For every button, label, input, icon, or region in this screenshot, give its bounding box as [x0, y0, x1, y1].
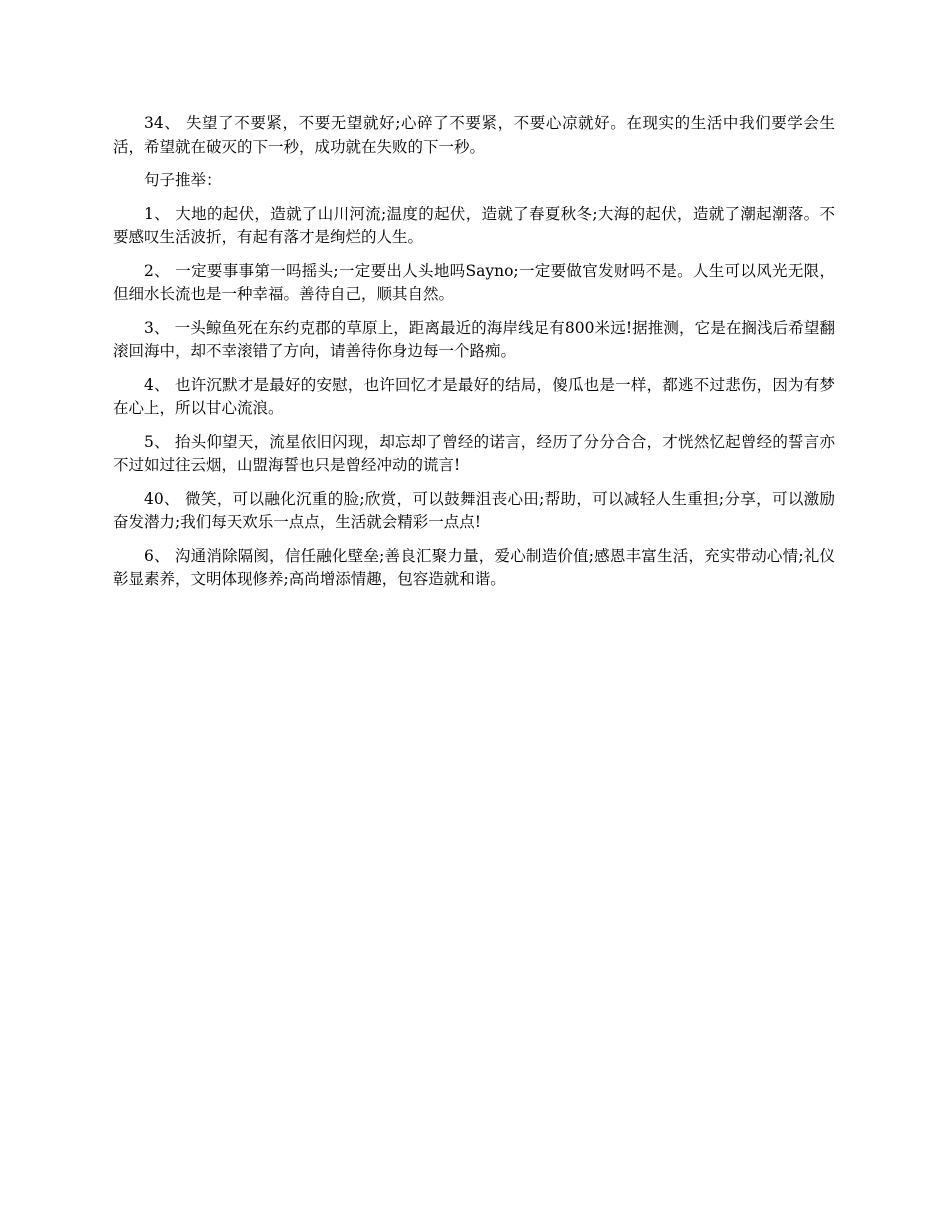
intro-text: 失望了不要紧，不要无望就好;心碎了不要紧，不要心凉就好。在现实的生活中我们要学会生活，希望就在破灭的下一秒，成功就在失败的下一秒。: [113, 114, 835, 156]
item-text: 一定要事事第一吗摇头;一定要出人头地吗Sayno;一定要做官发财吗不是。人生可以风光无限，但细水长流也是一种幸福。善待自己，顺其自然。: [113, 261, 835, 303]
list-item: [113, 374, 835, 421]
item-number: 5、: [144, 432, 170, 451]
item-number: 4、: [144, 375, 170, 394]
item-text: 一头鲸鱼死在东约克郡的草原上，距离最近的海岸线足有800米远!据推测，它是在搁浅后希望翻滚回海中，却不幸滚错了方向，请善待你身边每一个路痴。: [113, 318, 835, 360]
item-text: 微笑，可以融化沉重的脸;欣赏，可以鼓舞沮丧心田;帮助，可以减轻人生重担;分享，可以激励奋发潜力;我们每天欢乐一点点，生活就会精彩一点点!: [113, 489, 835, 531]
list-item: [113, 545, 835, 592]
item-text: 抬头仰望天，流星依旧闪现，却忘却了曾经的诺言，经历了分分合合，才恍然忆起曾经的誓言亦不过如过往云烟，山盟海誓也只是曾经冲动的谎言!: [113, 432, 835, 474]
item-text: 沟通消除隔阂，信任融化壁垒;善良汇聚力量，爱心制造价值;感恩丰富生活，充实带动心情;礼仪彰显素养，文明体现修养;高尚增添情趣，包容造就和谐。: [113, 546, 835, 588]
item-number: 1、: [144, 204, 171, 223]
intro-number: 34、: [144, 114, 181, 132]
item-text: 大地的起伏，造就了山川河流;温度的起伏，造就了春夏秋冬;大海的起伏，造就了潮起潮落。不要感叹生活波折，有起有落才是绚烂的人生。: [113, 204, 835, 246]
section-title: 句子推举：: [144, 171, 222, 189]
item-number: 3、: [144, 318, 170, 337]
list-item: [113, 317, 835, 364]
item-text: 也许沉默才是最好的安慰，也许回忆才是最好的结局，傻瓜也是一样，都逃不过悲伤，因为有梦在心上，所以甘心流浪。: [113, 375, 835, 417]
list-item: [113, 203, 835, 250]
list-item: [113, 260, 835, 307]
item-number: 6、: [144, 546, 170, 565]
item-number: 40、: [144, 489, 180, 508]
document-body: [113, 112, 835, 602]
item-number: 2、: [144, 261, 170, 280]
list-item: [113, 488, 835, 535]
list-item: [113, 431, 835, 478]
intro-paragraph: [113, 112, 835, 159]
